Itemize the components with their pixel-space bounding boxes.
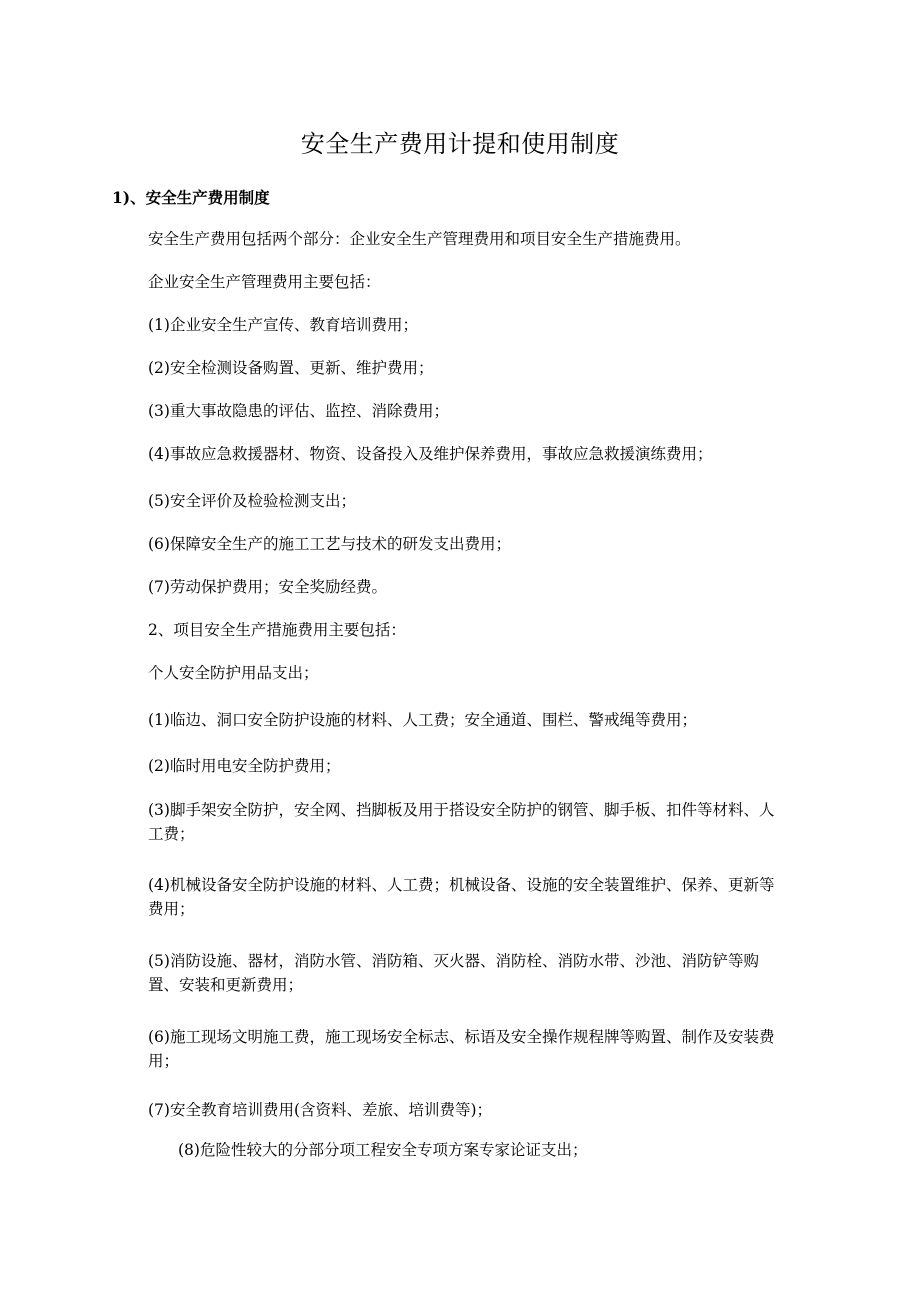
list-item-project-8: (8)危险性较大的分部分项工程安全专项方案专家论证支出； xyxy=(178,1141,588,1159)
paragraph-intro: 安全生产费用包括两个部分：企业安全生产管理费用和项目安全生产措施费用。 xyxy=(148,230,691,248)
list-item-project-3: (3)脚手架安全防护，安全网、挡脚板及用于搭设安全防护的钢管、脚手板、扣件等材料、人工费； xyxy=(148,801,775,843)
list-item-project-5: (5)消防设施、器材，消防水管、消防箱、灭火器、消防栓、消防水带、沙池、消防铲等购置、安装和更新费用； xyxy=(148,952,759,994)
list-item-project-2: (2)临时用电安全防护费用； xyxy=(148,757,341,775)
paragraph-project-heading: 2、项目安全生产措施费用主要包括： xyxy=(148,621,406,639)
list-item-project-6: (6)施工现场文明施工费，施工现场安全标志、标语及安全操作规程牌等购置、制作及安装费用； xyxy=(148,1028,775,1070)
list-item-project-7: (7)安全教育培训费用(含资料、差旅、培训费等)； xyxy=(148,1101,493,1119)
list-item-enterprise-4: (4)事故应急救援器材、物资、设备投入及维护保养费用，事故应急救援演练费用； xyxy=(148,445,713,463)
list-item-enterprise-7: (7)劳动保护费用；安全奖励经费。 xyxy=(148,578,387,596)
list-item-enterprise-3: (3)重大事故隐患的评估、监控、消除费用； xyxy=(148,402,449,420)
document-title: 安全生产费用计提和使用制度 xyxy=(300,130,620,158)
list-item-project-1: (1)临边、洞口安全防护设施的材料、人工费；安全通道、围栏、警戒绳等费用； xyxy=(148,711,697,729)
list-item-project-4: (4)机械设备安全防护设施的材料、人工费；机械设备、设施的安全装置维护、保养、更新等费用； xyxy=(148,876,775,918)
list-item-enterprise-2: (2)安全检测设备购置、更新、维护费用； xyxy=(148,359,434,377)
list-item-enterprise-1: (1)企业安全生产宣传、教育培训费用； xyxy=(148,316,418,334)
paragraph-enterprise-heading: 企业安全生产管理费用主要包括： xyxy=(148,273,381,291)
list-item-enterprise-5: (5)安全评价及检验检测支出； xyxy=(148,492,356,510)
paragraph-personal-protection: 个人安全防护用品支出； xyxy=(148,664,319,682)
list-item-enterprise-6: (6)保障安全生产的施工工艺与技术的研发支出费用； xyxy=(148,535,511,553)
section-heading: 1)、安全生产费用制度 xyxy=(112,188,270,207)
